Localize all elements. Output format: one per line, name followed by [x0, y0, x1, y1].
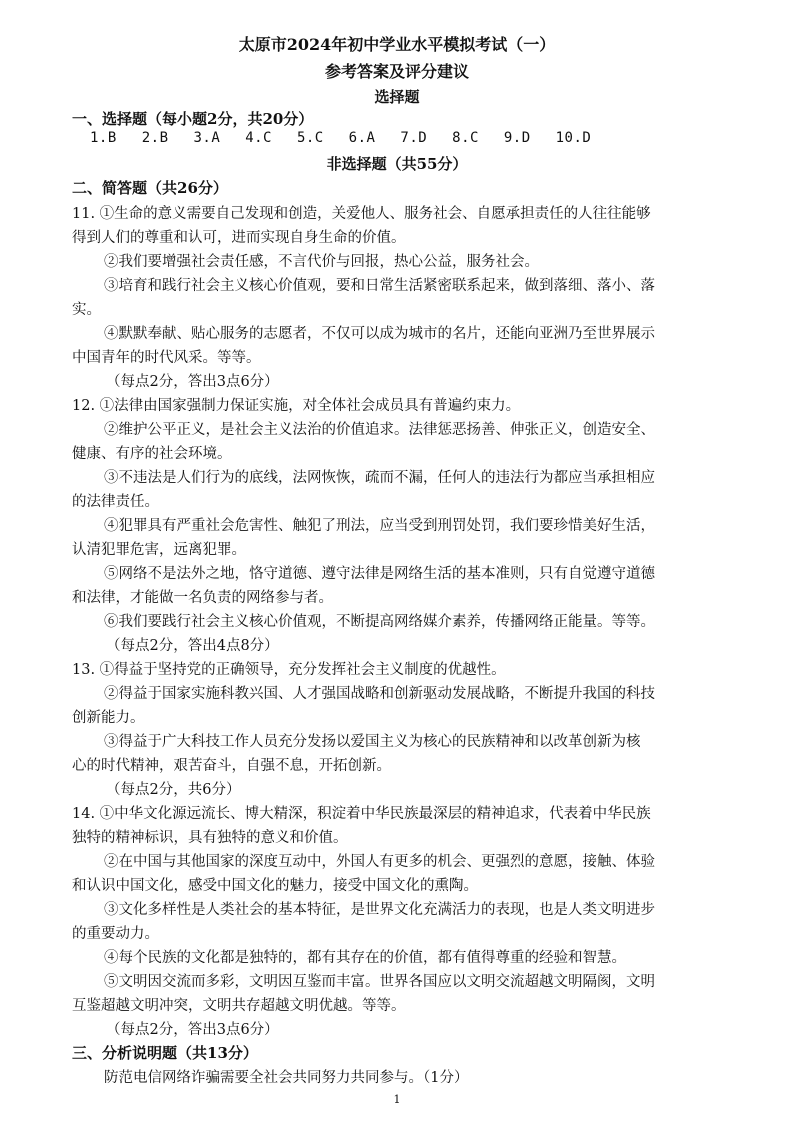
nonchoice-heading: 非选择题（共55分）	[326, 155, 468, 173]
body-line: ②得益于国家实施科教兴国、人才强国战略和创新驱动发展战略，不断提升我国的科技	[104, 686, 655, 702]
body-line: 防范电信网络诈骗需要全社会共同努力共同参与。（1分）	[104, 1070, 469, 1086]
body-line: ⑤文明因交流而多彩，文明因互鉴而丰富。世界各国应以文明交流超越文明隔阂，文明	[104, 974, 655, 990]
body-line: 的重要动力。	[72, 926, 159, 942]
body-line: ③文化多样性是人类社会的基本特征，是世界文化充满活力的表现，也是人类文明进步	[104, 902, 655, 918]
body-line: 中国青年的时代风采。等等。	[72, 350, 261, 366]
body-line: ⑥我们要践行社会主义核心价值观，不断提高网络媒介素养，传播网络正能量。等等。	[104, 614, 655, 630]
body-line: 13. ①得益于坚持党的正确领导，充分发挥社会主义制度的优越性。	[72, 662, 506, 678]
body-line: 12. ①法律由国家强制力保证实施，对全体社会成员具有普遍约束力。	[72, 398, 521, 414]
body-line: 互鉴超越文明冲突，文明共存超越文明优越。等等。	[72, 998, 406, 1014]
answer-item: 4.C	[245, 130, 272, 146]
answer-item: 5.C	[296, 130, 324, 146]
body-line: ②在中国与其他国家的深度互动中，外国人有更多的机会、更强烈的意愿，接触、体验	[104, 854, 655, 870]
body-line: ④默默奉献、贴心服务的志愿者，不仅可以成为城市的名片，还能向亚洲乃至世界展示	[104, 326, 655, 342]
score-note: （每点2分，答出3点6分）	[106, 374, 279, 390]
body-line: 实。	[72, 302, 101, 318]
body-line: 认清犯罪危害，远离犯罪。	[72, 542, 246, 558]
choice-answers	[90, 130, 607, 146]
score-note: （每点2分，共6分）	[106, 782, 241, 798]
body-line: 11. ①生命的意义需要自己发现和创造，关爱他人、服务社会、自愿承担责任的人往往能够	[72, 206, 651, 222]
body-line: 健康、有序的社会环境。	[72, 446, 232, 462]
body-line: ⑤网络不是法外之地，恪守道德、遵守法律是网络生活的基本准则，只有自觉遵守道德	[104, 566, 655, 582]
score-note: （每点2分，答出3点6分）	[106, 1022, 279, 1038]
score-note: （每点2分，答出4点8分）	[106, 638, 279, 654]
part1-heading: 一、选择题（每小题2分，共20分）	[72, 110, 314, 128]
answer-item: 6.A	[348, 130, 376, 146]
document-title: 太原市2024年初中学业水平模拟考试（一）	[238, 35, 556, 54]
body-line: 的法律责任。	[72, 494, 159, 510]
body-line: ③不违法是人们行为的底线，法网恢恢，疏而不漏，任何人的违法行为都应当承担相应	[104, 470, 655, 486]
answer-item: 10.D	[555, 130, 592, 146]
body-line: ②我们要增强社会责任感，不言代价与回报，热心公益，服务社会。	[104, 254, 539, 270]
part2-heading: 二、简答题（共26分）	[72, 179, 228, 197]
choice-section-label: 选择题	[374, 88, 420, 106]
body-line: 和认识中国文化，感受中国文化的魅力，接受中国文化的熏陶。	[72, 878, 478, 894]
answer-item: 9.D	[503, 130, 531, 146]
answer-item: 8.C	[452, 130, 479, 146]
body-line: ④每个民族的文化都是独特的，都有其存在的价值，都有值得尊重的经验和智慧。	[104, 950, 626, 966]
answer-item: 1.B	[90, 130, 117, 146]
body-line: 和法律，才能做一名负责的网络参与者。	[72, 590, 333, 606]
body-line: 独特的精神标识，具有独特的意义和价值。	[72, 830, 348, 846]
page-number: 1	[393, 1093, 401, 1106]
body-line: ③得益于广大科技工作人员充分发扬以爱国主义为核心的民族精神和以改革创新为核	[104, 734, 641, 750]
document-subtitle: 参考答案及评分建议	[324, 62, 469, 81]
body-line: ②维护公平正义，是社会主义法治的价值追求。法律惩恶扬善、伸张正义，创造安全、	[104, 422, 655, 438]
part3-heading: 三、分析说明题（共13分）	[72, 1044, 258, 1062]
body-line: 心的时代精神，艰苦奋斗，自强不息，开拓创新。	[72, 758, 391, 774]
answer-item: 2.B	[141, 130, 169, 146]
body-line: 14. ①中华文化源远流长、博大精深，积淀着中华民族最深层的精神追求，代表着中华民族	[72, 806, 651, 822]
body-line: 得到人们的尊重和认可，进而实现自身生命的价值。	[72, 230, 406, 246]
answer-item: 7.D	[400, 130, 428, 146]
body-line: ④犯罪具有严重社会危害性、触犯了刑法，应当受到刑罚处罚，我们要珍惜美好生活，	[104, 518, 655, 534]
body-line: ③培育和践行社会主义核心价值观，要和日常生活紧密联系起来，做到落细、落小、落	[104, 278, 655, 294]
body-line: 创新能力。	[72, 710, 145, 726]
answer-item: 3.A	[193, 130, 221, 146]
